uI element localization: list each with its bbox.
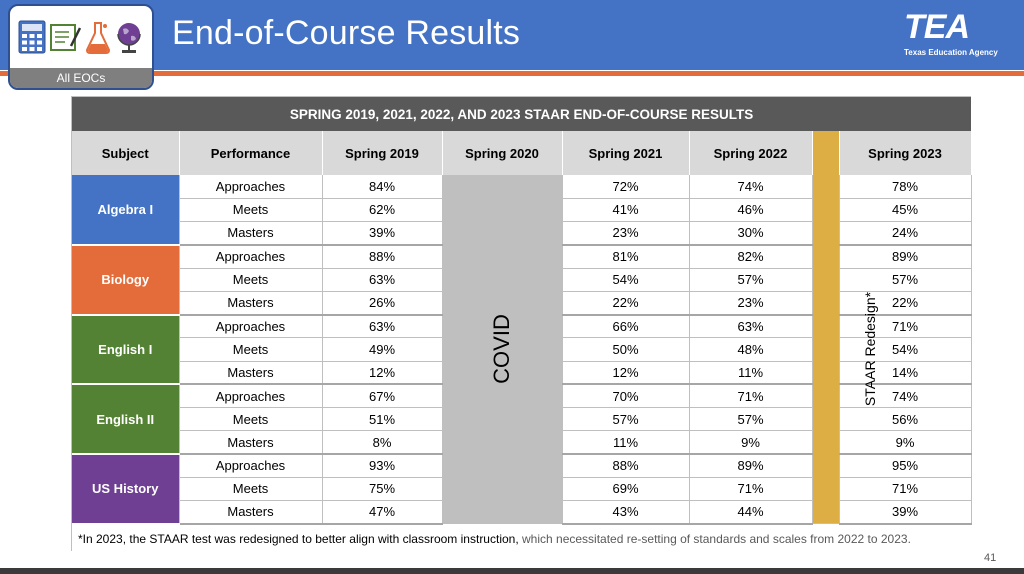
page-title: End-of-Course Results	[172, 14, 521, 52]
spring-2021-cell: 22%	[562, 291, 689, 314]
performance-level-cell: Masters	[179, 501, 322, 524]
performance-level-cell: Approaches	[179, 315, 322, 338]
performance-level-cell: Approaches	[179, 175, 322, 198]
performance-level-cell: Masters	[179, 431, 322, 454]
spring-2019-cell: 8%	[322, 431, 442, 454]
performance-level-cell: Approaches	[179, 454, 322, 477]
performance-level-cell: Masters	[179, 291, 322, 314]
spring-2022-cell: 11%	[689, 361, 812, 384]
column-header-subject: Subject	[72, 131, 179, 175]
spring-2021-cell: 81%	[562, 245, 689, 268]
bottom-bar	[0, 568, 1024, 574]
spring-2022-cell: 46%	[689, 198, 812, 221]
subject-cell: English II	[72, 384, 179, 454]
spring-2023-cell: 22%	[839, 291, 971, 314]
spring-2021-cell: 50%	[562, 338, 689, 361]
subject-cell: Algebra I	[72, 175, 179, 245]
spring-2023-cell: 57%	[839, 268, 971, 291]
footnote-tail: which necessitated re-setting of standards and scales from 2022 to 2023.	[518, 531, 911, 546]
spring-2022-cell: 57%	[689, 268, 812, 291]
spring-2022-cell: 9%	[689, 431, 812, 454]
column-header-spring-2022: Spring 2022	[689, 131, 812, 175]
notebook-icon	[49, 22, 81, 52]
spring-2023-cell: 71%	[839, 315, 971, 338]
spring-2019-cell: 63%	[322, 268, 442, 291]
column-header-spring-2019: Spring 2019	[322, 131, 442, 175]
spring-2022-cell: 63%	[689, 315, 812, 338]
performance-level-cell: Masters	[179, 222, 322, 245]
spring-2023-cell: 9%	[839, 431, 971, 454]
spring-2021-cell: 57%	[562, 408, 689, 431]
table-caption: SPRING 2019, 2021, 2022, AND 2023 STAAR END-OF-COURSE RESULTS	[72, 97, 971, 131]
spring-2023-cell: 14%	[839, 361, 971, 384]
spring-2019-cell: 63%	[322, 315, 442, 338]
badge-label: All EOCs	[10, 68, 152, 88]
spring-2021-cell: 41%	[562, 198, 689, 221]
tea-logo	[894, 8, 1006, 62]
spring-2019-cell: 49%	[322, 338, 442, 361]
spring-2019-cell: 75%	[322, 477, 442, 500]
table-body	[72, 175, 971, 524]
eoc-badge	[8, 4, 154, 90]
spring-2023-cell: 74%	[839, 384, 971, 407]
column-header-spring-2020: Spring 2020	[442, 131, 562, 175]
spring-2022-cell: 71%	[689, 384, 812, 407]
spring-2023-cell: 95%	[839, 454, 971, 477]
column-header-performance: Performance	[179, 131, 322, 175]
covid-cell	[442, 175, 562, 524]
performance-level-cell: Meets	[179, 408, 322, 431]
spring-2021-cell: 72%	[562, 175, 689, 198]
spring-2023-cell: 78%	[839, 175, 971, 198]
spring-2023-cell: 71%	[839, 477, 971, 500]
results-table-container	[71, 96, 971, 551]
globe-icon	[114, 20, 144, 54]
column-header-spring-2023: Spring 2023	[839, 131, 971, 175]
spring-2022-cell: 23%	[689, 291, 812, 314]
subject-cell: English I	[72, 315, 179, 385]
table-footnote-row	[72, 524, 971, 553]
redesign-column-header	[812, 131, 839, 175]
performance-level-cell: Masters	[179, 361, 322, 384]
spring-2022-cell: 48%	[689, 338, 812, 361]
spring-2021-cell: 88%	[562, 454, 689, 477]
performance-level-cell: Meets	[179, 338, 322, 361]
spring-2022-cell: 44%	[689, 501, 812, 524]
spring-2019-cell: 12%	[322, 361, 442, 384]
performance-level-cell: Approaches	[179, 384, 322, 407]
spring-2019-cell: 62%	[322, 198, 442, 221]
spring-2022-cell: 82%	[689, 245, 812, 268]
table-row	[72, 175, 971, 198]
spring-2023-cell: 45%	[839, 198, 971, 221]
spring-2021-cell: 12%	[562, 361, 689, 384]
spring-2022-cell: 57%	[689, 408, 812, 431]
spring-2021-cell: 11%	[562, 431, 689, 454]
performance-level-cell: Meets	[179, 268, 322, 291]
subject-cell: US History	[72, 454, 179, 524]
spring-2019-cell: 39%	[322, 222, 442, 245]
spring-2021-cell: 66%	[562, 315, 689, 338]
calculator-icon	[18, 20, 46, 54]
spring-2019-cell: 67%	[322, 384, 442, 407]
spring-2019-cell: 93%	[322, 454, 442, 477]
spring-2021-cell: 23%	[562, 222, 689, 245]
spring-2021-cell: 54%	[562, 268, 689, 291]
spring-2021-cell: 43%	[562, 501, 689, 524]
spring-2023-cell: 89%	[839, 245, 971, 268]
footnote	[72, 524, 971, 553]
results-table	[72, 97, 972, 553]
spring-2019-cell: 47%	[322, 501, 442, 524]
spring-2021-cell: 69%	[562, 477, 689, 500]
spring-2023-cell: 24%	[839, 222, 971, 245]
page-number: 41	[984, 552, 997, 564]
spring-2023-cell: 54%	[839, 338, 971, 361]
performance-level-cell: Meets	[179, 198, 322, 221]
spring-2023-cell: 39%	[839, 501, 971, 524]
spring-2019-cell: 88%	[322, 245, 442, 268]
staar-redesign-cell	[812, 175, 878, 524]
subject-cell: Biology	[72, 245, 179, 315]
logo-subtitle: Texas Education Agency	[904, 48, 998, 57]
table-header-row	[72, 131, 971, 175]
performance-level-cell: Meets	[179, 477, 322, 500]
column-header-spring-2021: Spring 2021	[562, 131, 689, 175]
badge-icons	[10, 6, 152, 68]
spring-2022-cell: 74%	[689, 175, 812, 198]
spring-2022-cell: 71%	[689, 477, 812, 500]
flask-icon	[85, 20, 111, 54]
spring-2023-cell: 56%	[839, 408, 971, 431]
spring-2021-cell: 70%	[562, 384, 689, 407]
covid-label: COVID	[489, 314, 514, 384]
staar-redesign-label: STAAR Redesign*	[861, 292, 878, 407]
footnote-main: *In 2023, the STAAR test was redesigned to better align with classroom instruction,	[78, 531, 519, 546]
spring-2019-cell: 51%	[322, 408, 442, 431]
performance-level-cell: Approaches	[179, 245, 322, 268]
spring-2022-cell: 30%	[689, 222, 812, 245]
spring-2019-cell: 26%	[322, 291, 442, 314]
logo-wordmark: TEA	[904, 8, 969, 46]
spring-2019-cell: 84%	[322, 175, 442, 198]
spring-2022-cell: 89%	[689, 454, 812, 477]
